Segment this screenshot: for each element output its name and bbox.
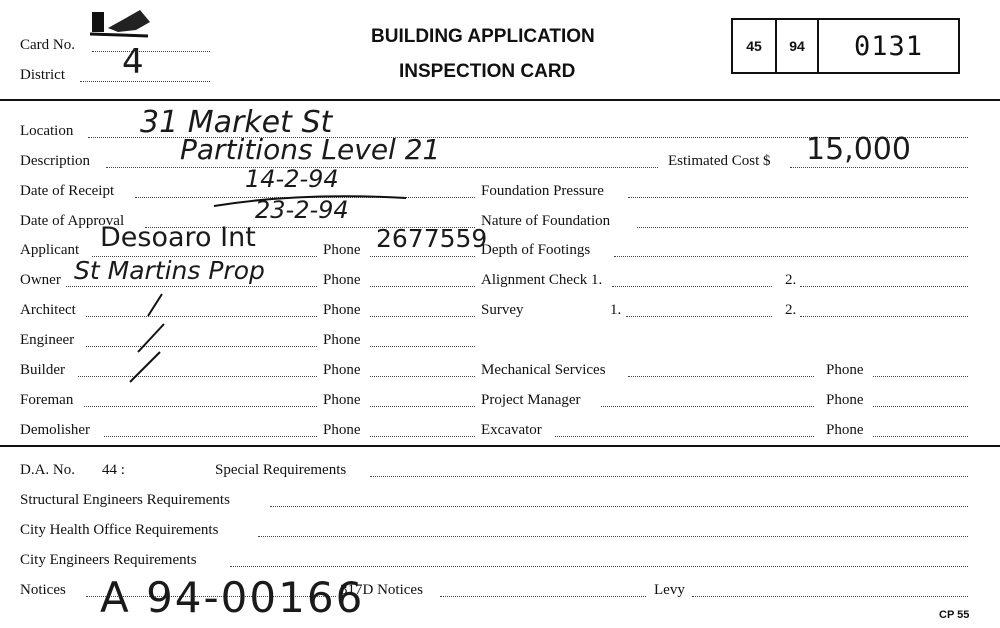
architect-phone-label: Phone (323, 302, 361, 318)
structural-engineers-line (270, 506, 968, 507)
card-number-cell-1: 45 (733, 20, 777, 72)
excavator-label: Excavator (481, 422, 542, 438)
district-label: District (20, 67, 65, 83)
nature-of-foundation-line (637, 227, 968, 228)
demolisher-line (104, 436, 317, 437)
card-number-box (731, 18, 960, 74)
approval-underline-stroke (210, 190, 410, 210)
demolisher-phone-line (370, 436, 475, 437)
survey-line-2 (800, 316, 968, 317)
estimated-cost-label: Estimated Cost $ (668, 153, 771, 169)
card-no-label: Card No. (20, 37, 75, 53)
project-manager-line (601, 406, 814, 407)
demolisher-label: Demolisher (20, 422, 90, 438)
mechanical-phone-label: Phone (826, 362, 864, 378)
excavator-phone-label: Phone (826, 422, 864, 438)
location-value: 31 Market St (140, 105, 333, 140)
city-engineers-label: City Engineers Requirements (20, 552, 197, 568)
city-health-label: City Health Office Requirements (20, 522, 219, 538)
district-value: 4 (122, 42, 144, 82)
builder-line (78, 376, 317, 377)
engineer-phone-label: Phone (323, 332, 361, 348)
notices-label: Notices (20, 582, 66, 598)
applicant-phone-label: Phone (323, 242, 361, 258)
form-title-line2: INSPECTION CARD (399, 61, 576, 82)
architect-label: Architect (20, 302, 76, 318)
builder-label: Builder (20, 362, 65, 378)
levy-label: Levy (654, 582, 685, 598)
architect-engineer-builder-slashes (120, 290, 180, 386)
alignment-check-label: Alignment Check 1. (481, 272, 603, 288)
foreman-phone-line (370, 406, 475, 407)
alignment-check-line-2 (800, 286, 968, 287)
architect-phone-line (370, 316, 475, 317)
demolisher-phone-label: Phone (323, 422, 361, 438)
date-of-approval-label: Date of Approval (20, 213, 125, 229)
foundation-pressure-line (628, 197, 968, 198)
notices-317d-label: 317D Notices (340, 582, 423, 598)
notices-value: A 94-00166 (100, 573, 365, 622)
foreman-label: Foreman (20, 392, 74, 408)
card-no-line (92, 51, 210, 52)
structural-engineers-label: Structural Engineers Requirements (20, 492, 230, 508)
project-manager-label: Project Manager (481, 392, 581, 408)
location-label: Location (20, 123, 74, 139)
notices-317d-line (440, 596, 646, 597)
applicant-phone-line (370, 256, 475, 257)
description-label: Description (20, 153, 90, 169)
mechanical-phone-line (873, 376, 968, 377)
alignment-check-line-1 (612, 286, 772, 287)
owner-line (66, 286, 317, 287)
estimated-cost-line (790, 167, 968, 168)
engineer-phone-line (370, 346, 475, 347)
builder-phone-line (370, 376, 475, 377)
card-number-cell-2: 94 (777, 20, 819, 72)
form-code: CP 55 (939, 609, 970, 621)
survey-2-label: 2. (785, 302, 797, 318)
builder-phone-label: Phone (323, 362, 361, 378)
description-line (106, 167, 658, 168)
engineer-label: Engineer (20, 332, 75, 348)
survey-label: Survey (481, 302, 524, 318)
applicant-value: Desoaro Int (100, 222, 256, 253)
foundation-pressure-label: Foundation Pressure (481, 183, 604, 199)
owner-phone-line (370, 286, 475, 287)
date-of-receipt-label: Date of Receipt (20, 183, 115, 199)
da-no-value: 44 : (102, 462, 125, 478)
depth-of-footings-line (614, 256, 968, 257)
nature-of-foundation-label: Nature of Foundation (481, 213, 611, 229)
estimated-cost-value: 15,000 (806, 132, 911, 167)
da-no-label: D.A. No. (20, 462, 75, 478)
owner-value: St Martins Prop (74, 256, 265, 285)
header-divider (0, 99, 1000, 101)
mechanical-services-line (628, 376, 814, 377)
levy-line (692, 596, 968, 597)
serial-number: 0131 (853, 30, 924, 62)
applicant-label: Applicant (20, 242, 80, 258)
description-value: Partitions Level 21 (180, 133, 441, 166)
card-no-stamp-mark (88, 4, 160, 42)
alignment-check-2-label: 2. (785, 272, 797, 288)
owner-label: Owner (20, 272, 61, 288)
mechanical-services-label: Mechanical Services (481, 362, 606, 378)
survey-line-1 (626, 316, 772, 317)
form-title-line1: BUILDING APPLICATION (371, 26, 595, 47)
special-requirements-line (370, 476, 968, 477)
date-of-receipt-value: 14-2-94 (245, 165, 339, 193)
foreman-phone-label: Phone (323, 392, 361, 408)
middle-divider (0, 445, 1000, 447)
excavator-phone-line (873, 436, 968, 437)
excavator-line (555, 436, 814, 437)
district-line (80, 81, 210, 82)
project-manager-phone-label: Phone (826, 392, 864, 408)
depth-of-footings-label: Depth of Footings (481, 242, 591, 258)
owner-phone-label: Phone (323, 272, 361, 288)
special-requirements-label: Special Requirements (215, 462, 347, 478)
foreman-line (84, 406, 317, 407)
city-engineers-line (230, 566, 968, 567)
project-manager-phone-line (873, 406, 968, 407)
survey-1-label: 1. (610, 302, 622, 318)
applicant-phone-value: 2677559 (376, 224, 488, 253)
date-of-approval-value: 23-2-94 (255, 196, 349, 224)
city-health-line (258, 536, 968, 537)
